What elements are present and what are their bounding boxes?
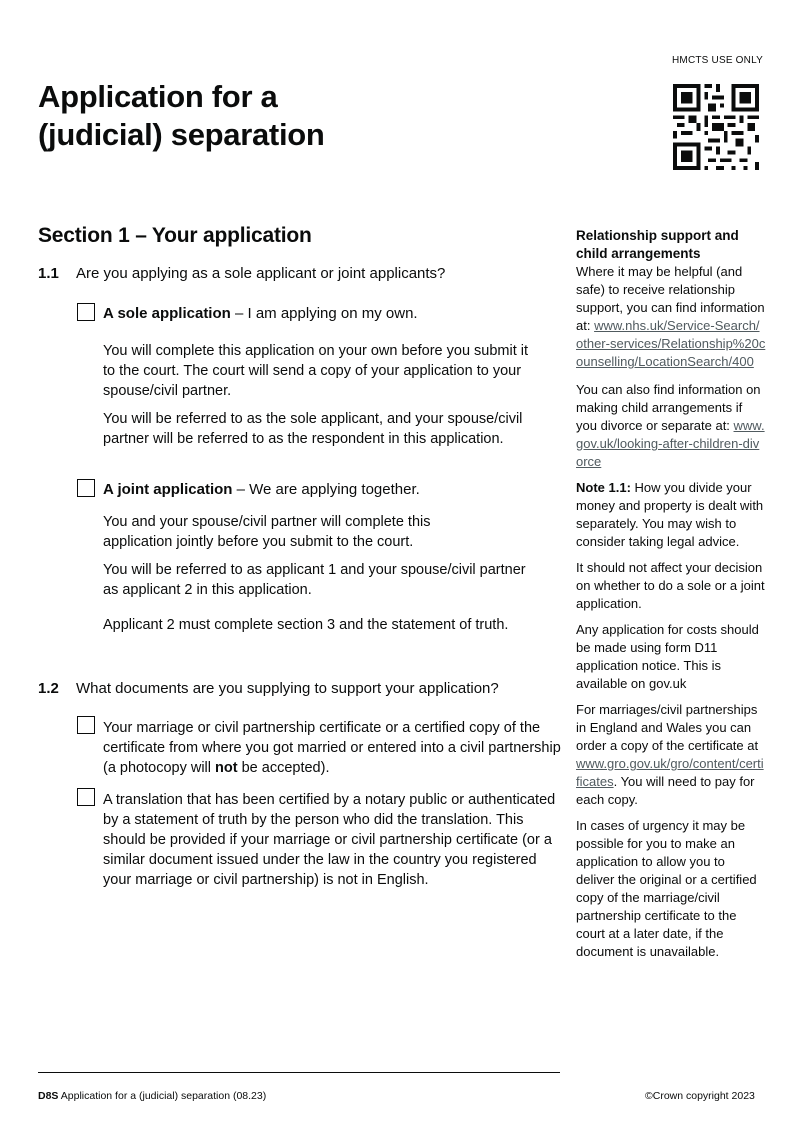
sidebar-costs-text: Any application for costs should be made using form D11 application notice. This is available on gov.uk (576, 622, 759, 691)
joint-application-label: A joint application (103, 481, 233, 498)
question-number-1-1: 1.1 (38, 265, 59, 282)
gro-certificates-link[interactable]: www.gro.gov.uk/gro/content/certificates (576, 756, 764, 789)
sole-application-checkbox[interactable] (77, 303, 95, 321)
question-number-1-2: 1.2 (38, 680, 59, 697)
joint-application-option (103, 480, 563, 500)
note-text: How you divide your money and property is dealt with separately. You may wish to consider taking legal advice. (576, 480, 764, 549)
sidebar-certificate-text-end: . You will need to pay for each copy. (576, 774, 755, 807)
marriage-certificate-checkbox[interactable] (77, 716, 95, 734)
footer-form-reference (38, 1090, 266, 1102)
sidebar-certificate-text: For marriages/civil partnerships in England and Wales you can order a copy of the certificate at (576, 702, 759, 753)
sole-application-suffix: – I am applying on my own. (230, 305, 418, 322)
joint-application-checkbox[interactable] (77, 479, 95, 497)
sole-application-option (103, 304, 563, 324)
joint-application-paragraph-1: You and your spouse/civil partner will complete this application jointly before you submit to the court. (103, 514, 431, 550)
certified-translation-checkbox[interactable] (77, 788, 95, 806)
sidebar-urgency-text: In cases of urgency it may be possible for you to make an application to allow you to deliver the original or a certified copy of the marriage/civil partnership certificate to the court at a later date, if the document is unavailable. (576, 818, 757, 959)
question-text-1-1: Are you applying as a sole applicant or joint applicants? (76, 265, 446, 282)
hmcts-use-only-label: HMCTS USE ONLY (672, 55, 763, 66)
sidebar-child-arrangements-text: You can also find information on making child arrangements if you divorce or separate at: (576, 382, 761, 433)
page-title (38, 78, 325, 154)
sole-application-label: A sole application (103, 305, 231, 322)
sidebar-certificate-order (576, 701, 766, 809)
sidebar-sole-joint-text: It should not affect your decision on whether to do a sole or a joint application. (576, 560, 765, 611)
sidebar-heading: Relationship support and child arrangements (576, 228, 739, 261)
certified-translation-option: A translation that has been certified by a notary public or authenticated by a statement of truth by the person who did the translation. This should be provided if your marriage or civil partnership certificate (or a similar document issued under the law in the country you registered your marriage or civil partnership) is not in English. (103, 792, 556, 888)
nhs-relationship-link[interactable]: www.nhs.uk/Service-Search/other-services/Relationship%20counselling/LocationSearch/400 (576, 318, 766, 369)
joint-application-suffix: – We are applying together. (232, 481, 420, 498)
section-heading: Section 1 – Your application (38, 224, 312, 247)
sidebar-child-arrangements (576, 381, 766, 471)
question-text-1-2: What documents are you supplying to support your application? (76, 680, 499, 697)
marriage-certificate-option (103, 718, 563, 778)
footer-form-title: Application for a (judicial) separation (08.23) (58, 1090, 267, 1102)
sidebar-block-relationship (576, 227, 766, 371)
sole-application-paragraph-2: You will be referred to as the sole applicant, and your spouse/civil partner will be referred to as the respondent in this application. (103, 411, 523, 447)
qr-code-icon (672, 84, 760, 170)
footer-divider (38, 1072, 560, 1073)
page-title-line-1: Application for a (38, 79, 278, 114)
footer-copyright: ©Crown copyright 2023 (645, 1090, 755, 1102)
joint-application-paragraph-2: You will be referred to as applicant 1 and your spouse/civil partner as applicant 2 in this application. (103, 562, 526, 598)
footer-form-code: D8S (38, 1090, 59, 1102)
marriage-certificate-text-b: be accepted). (237, 760, 330, 776)
sidebar-note-1-1 (576, 479, 766, 551)
sidebar-relationship-text: Where it may be helpful (and safe) to receive relationship support, you can find information at: (576, 264, 765, 333)
joint-application-paragraph-3: Applicant 2 must complete section 3 and the statement of truth. (103, 617, 509, 633)
gov-children-divorce-link[interactable]: www.gov.uk/looking-after-children-divorce (576, 418, 765, 469)
sole-application-paragraph-1: You will complete this application on your own before you submit it to the court. The court will send a copy of your application to your spouse/civil partner. (103, 343, 529, 399)
guidance-sidebar (576, 227, 766, 969)
marriage-certificate-text-a: Your marriage or civil partnership certificate or a certified copy of the certificate from where you got married or entered into a civil partnership (a photocopy will (103, 720, 561, 776)
note-label: Note 1.1: (576, 480, 631, 495)
marriage-certificate-text-bold: not (215, 760, 238, 776)
page-title-line-2: (judicial) separation (38, 117, 325, 152)
